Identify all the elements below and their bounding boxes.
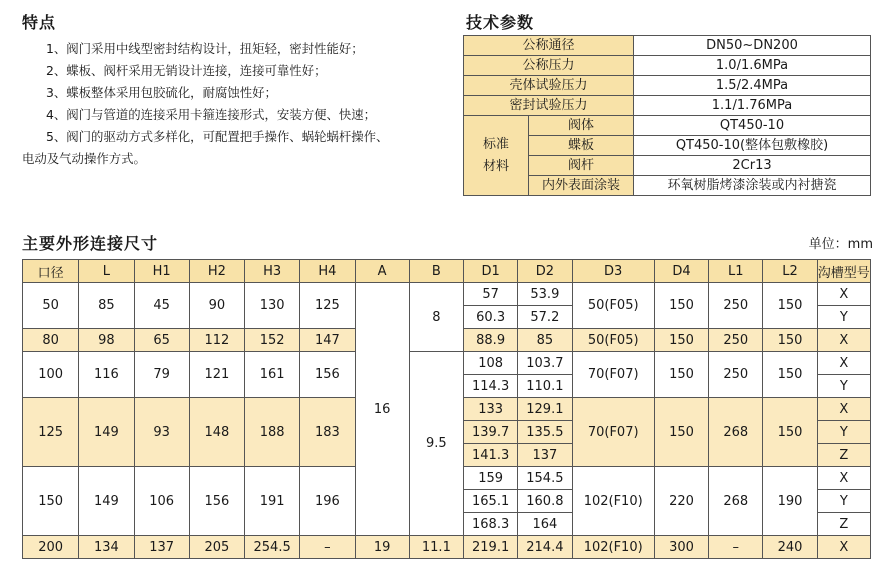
feature-item: 4、阀门与管道的连接采用卡箍连接形式，安装方便、快速；: [46, 107, 377, 122]
cell-d3: 50(F05): [572, 329, 654, 352]
dimensions-title: 主要外形连接尺寸: [22, 234, 159, 253]
tech-label: 公称压力: [464, 56, 634, 76]
cell-h1: 137: [134, 536, 189, 559]
cell-h4: 125: [300, 283, 355, 329]
cell-d4: 220: [654, 467, 708, 536]
cell-d2: 135.5: [518, 421, 572, 444]
column-header: H2: [189, 260, 244, 283]
cell-d4: 300: [654, 536, 708, 559]
cell-l1: 250: [709, 283, 763, 329]
cell-d1: 133: [464, 398, 518, 421]
cell-h3: 130: [245, 283, 300, 329]
cell-d1: 139.7: [464, 421, 518, 444]
cell-groove-type: X: [817, 352, 870, 375]
feature-item: 3、蝶板整体采用包胶硫化，耐腐蚀性好；: [46, 85, 277, 100]
cell-d1: 141.3: [464, 444, 518, 467]
cell-d1: 168.3: [464, 513, 518, 536]
cell-size: 150: [23, 467, 79, 536]
cell-groove-type: X: [817, 467, 870, 490]
cell-d2: 85: [518, 329, 572, 352]
dimensions-table: [22, 259, 871, 559]
column-header: L: [79, 260, 134, 283]
cell-d1: 60.3: [464, 306, 518, 329]
cell-d2: 137: [518, 444, 572, 467]
column-header: H3: [245, 260, 300, 283]
cell-d3: 102(F10): [572, 536, 654, 559]
cell-l2: 150: [763, 398, 817, 467]
column-header: D3: [572, 260, 654, 283]
column-header: H1: [134, 260, 189, 283]
cell-l2: 150: [763, 352, 817, 398]
cell-h3: 191: [245, 467, 300, 536]
cell-h4: 196: [300, 467, 355, 536]
cell-d2: 57.2: [518, 306, 572, 329]
tech-label: 公称通径: [464, 36, 634, 56]
cell-h3: 161: [245, 352, 300, 398]
cell-d2: 160.8: [518, 490, 572, 513]
material-label: 蝶板: [529, 136, 634, 156]
cell-d1: 57: [464, 283, 518, 306]
tech-row: [464, 96, 871, 116]
cell-d2: 129.1: [518, 398, 572, 421]
column-header: D1: [464, 260, 518, 283]
cell-h1: 93: [134, 398, 189, 467]
tech-params-title: 技术参数: [466, 13, 535, 32]
cell-d4: 150: [654, 329, 708, 352]
cell-l2: 150: [763, 329, 817, 352]
cell-b: 9.5: [409, 352, 463, 536]
material-label: 阀杆: [529, 156, 634, 176]
cell-groove-type: Y: [817, 490, 870, 513]
cell-d2: 164: [518, 513, 572, 536]
cell-size: 80: [23, 329, 79, 352]
cell-h2: 148: [189, 398, 244, 467]
table-row: [23, 536, 871, 559]
cell-d2: 103.7: [518, 352, 572, 375]
column-header: L2: [763, 260, 817, 283]
header-row: [23, 260, 871, 283]
tech-row: [464, 56, 871, 76]
cell-groove-type: Y: [817, 306, 870, 329]
cell-h1: 79: [134, 352, 189, 398]
cell-d4: 150: [654, 283, 708, 329]
cell-h2: 205: [189, 536, 244, 559]
features-title: 特点: [22, 13, 57, 32]
cell-d3: 70(F07): [572, 398, 654, 467]
cell-h2: 112: [189, 329, 244, 352]
cell-l1: 268: [709, 467, 763, 536]
cell-h4: 156: [300, 352, 355, 398]
cell-l1: 250: [709, 329, 763, 352]
cell-d4: 150: [654, 398, 708, 467]
table-row: [23, 352, 871, 375]
material-value: 2Cr13: [634, 156, 871, 176]
cell-d3: 50(F05): [572, 283, 654, 329]
tech-params-table: [463, 35, 871, 196]
cell-l: 85: [79, 283, 134, 329]
column-header: B: [409, 260, 463, 283]
cell-l1: 268: [709, 398, 763, 467]
cell-h2: 121: [189, 352, 244, 398]
material-label: 内外表面涂装: [529, 176, 634, 196]
cell-l: 98: [79, 329, 134, 352]
tech-label: 壳体试验压力: [464, 76, 634, 96]
cell-l1: –: [709, 536, 763, 559]
cell-d4: 150: [654, 352, 708, 398]
cell-h3: 188: [245, 398, 300, 467]
cell-size: 200: [23, 536, 79, 559]
column-header: D4: [654, 260, 708, 283]
cell-groove-type: Z: [817, 513, 870, 536]
column-header: H4: [300, 260, 355, 283]
cell-size: 100: [23, 352, 79, 398]
column-header: 口径: [23, 260, 79, 283]
table-row: [23, 283, 871, 306]
feature-item: 1、阀门采用中线型密封结构设计，扭矩轻，密封性能好；: [46, 41, 364, 56]
tech-row: [464, 76, 871, 96]
cell-l2: 150: [763, 283, 817, 329]
tech-row: [464, 116, 871, 136]
feature-item: 5、阀门的驱动方式多样化，可配置把手操作、蜗轮蜗杆操作、电动及气动操作方式。: [22, 129, 389, 166]
cell-h4: 147: [300, 329, 355, 352]
cell-d1: 159: [464, 467, 518, 490]
cell-h2: 156: [189, 467, 244, 536]
tech-value: 1.0/1.6MPa: [634, 56, 871, 76]
tech-value: 1.1/1.76MPa: [634, 96, 871, 116]
cell-d3: 102(F10): [572, 467, 654, 536]
feature-item: 2、蝶板、阀杆采用无销设计连接，连接可靠性好；: [46, 63, 327, 78]
cell-h4: –: [300, 536, 355, 559]
cell-h1: 65: [134, 329, 189, 352]
cell-size: 125: [23, 398, 79, 467]
cell-d3: 70(F07): [572, 352, 654, 398]
features-list: [22, 38, 390, 170]
cell-d2: 154.5: [518, 467, 572, 490]
cell-h1: 106: [134, 467, 189, 536]
cell-d1: 165.1: [464, 490, 518, 513]
cell-h3: 152: [245, 329, 300, 352]
cell-l2: 240: [763, 536, 817, 559]
column-header: L1: [709, 260, 763, 283]
cell-b: 11.1: [409, 536, 463, 559]
material-label: 阀体: [529, 116, 634, 136]
cell-d1: 114.3: [464, 375, 518, 398]
tech-value: 1.5/2.4MPa: [634, 76, 871, 96]
cell-l1: 250: [709, 352, 763, 398]
material-value: 环氧树脂烤漆涂装或内衬搪瓷: [634, 176, 871, 196]
cell-groove-type: X: [817, 398, 870, 421]
tech-label: 密封试验压力: [464, 96, 634, 116]
cell-d1: 219.1: [464, 536, 518, 559]
cell-a: 19: [355, 536, 409, 559]
cell-d1: 88.9: [464, 329, 518, 352]
cell-b: 8: [409, 283, 463, 352]
cell-groove-type: Y: [817, 375, 870, 398]
cell-h2: 90: [189, 283, 244, 329]
cell-d2: 110.1: [518, 375, 572, 398]
cell-a: 16: [355, 283, 409, 536]
cell-groove-type: X: [817, 536, 870, 559]
tech-row: [464, 36, 871, 56]
cell-h3: 254.5: [245, 536, 300, 559]
unit-label: 单位：mm: [808, 237, 873, 252]
cell-l: 149: [79, 467, 134, 536]
column-header: 沟槽型号: [817, 260, 870, 283]
column-header: A: [355, 260, 409, 283]
cell-l: 149: [79, 398, 134, 467]
material-group-label: 标准材料: [464, 116, 529, 196]
tech-value: DN50~DN200: [634, 36, 871, 56]
cell-d2: 214.4: [518, 536, 572, 559]
cell-d2: 53.9: [518, 283, 572, 306]
material-value: QT450-10(整体包敷橡胶): [634, 136, 871, 156]
cell-d1: 108: [464, 352, 518, 375]
cell-h4: 183: [300, 398, 355, 467]
cell-l: 134: [79, 536, 134, 559]
column-header: D2: [518, 260, 572, 283]
cell-l2: 190: [763, 467, 817, 536]
cell-groove-type: Z: [817, 444, 870, 467]
cell-groove-type: X: [817, 329, 870, 352]
material-value: QT450-10: [634, 116, 871, 136]
cell-h1: 45: [134, 283, 189, 329]
cell-l: 116: [79, 352, 134, 398]
cell-groove-type: Y: [817, 421, 870, 444]
cell-size: 50: [23, 283, 79, 329]
cell-groove-type: X: [817, 283, 870, 306]
